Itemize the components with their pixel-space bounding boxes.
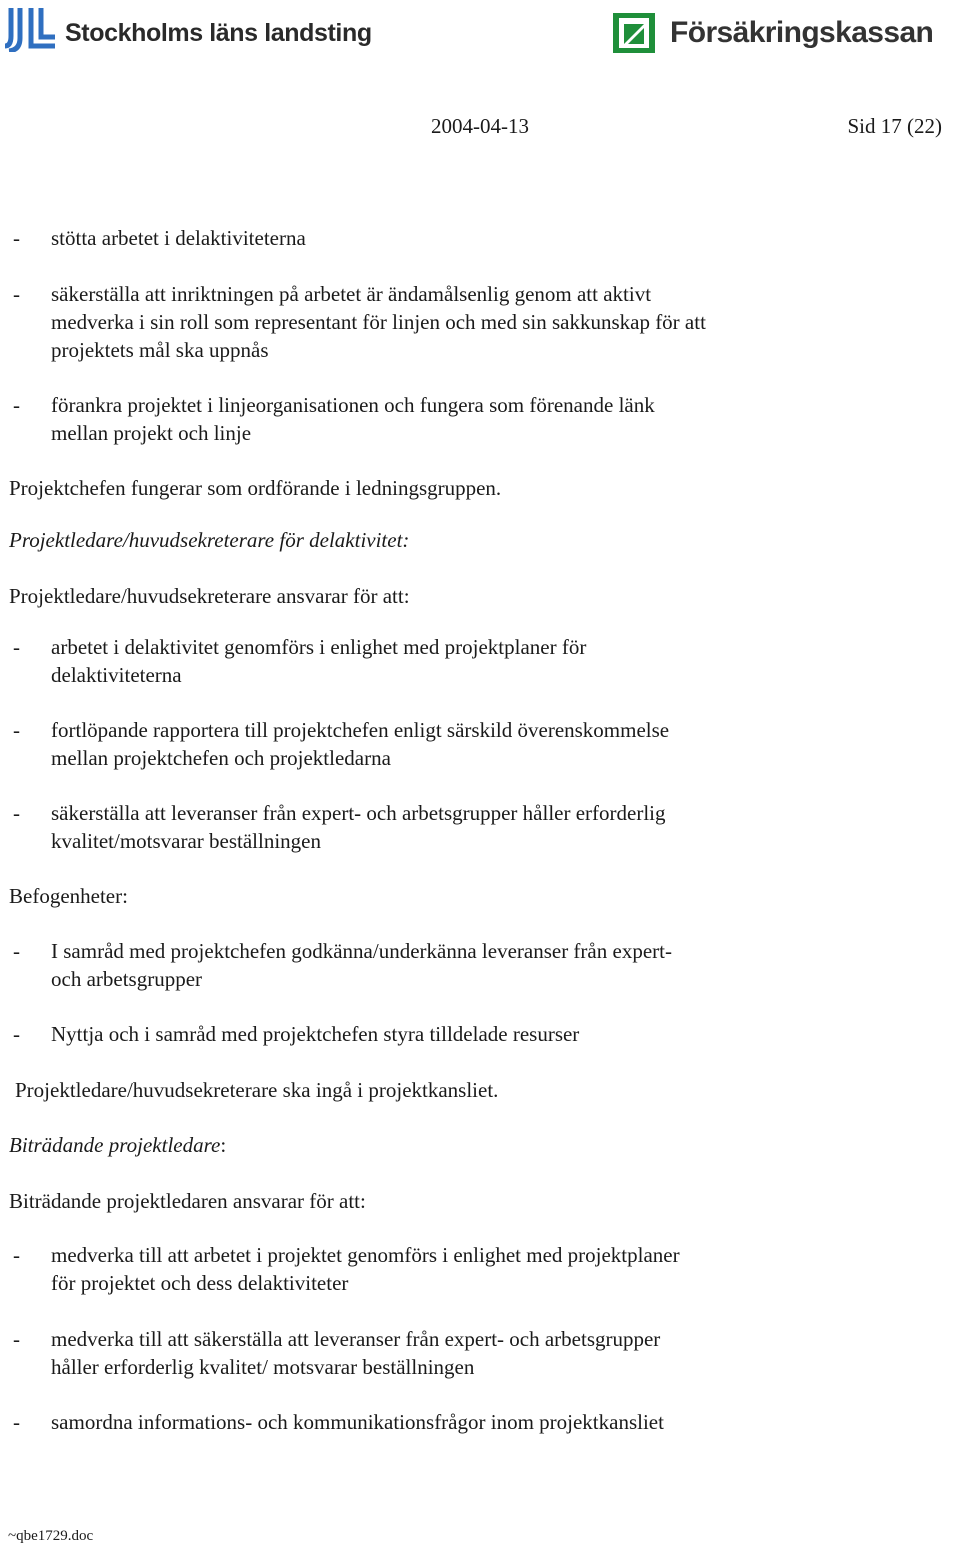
bullet-dash: -: [13, 282, 20, 306]
logo-fk-text: Försäkringskassan: [670, 16, 934, 49]
paragraph: Projektledare/huvudsekreterare ska ingå i projektkansliet.: [15, 1078, 499, 1102]
bullet-dash: -: [13, 801, 20, 825]
bullet-dash: -: [13, 393, 20, 417]
logo-stockholms-lans-landsting: [3, 4, 372, 54]
document-date: 2004-04-13: [431, 114, 529, 138]
list-item: medverka till att säkerställa att leveranser från expert- och arbetsgrupper håller erforderlig kvalitet/ motsvarar beställningen: [51, 1327, 661, 1379]
page-number: Sid 17 (22): [847, 114, 942, 138]
bullet-dash: -: [13, 1243, 20, 1267]
bullet-dash: -: [13, 1022, 20, 1046]
logo-sll-text: Stockholms läns landsting: [65, 18, 372, 47]
paragraph: Projektledare/huvudsekreterare ansvarar för att:: [9, 584, 410, 608]
bullet-dash: -: [13, 635, 20, 659]
bullet-dash: -: [13, 939, 20, 963]
sll-emblem-icon: [3, 6, 57, 52]
list-item: förankra projektet i linjeorganisationen och fungera som förenande länk mellan projekt och linje: [51, 393, 655, 445]
list-item: I samråd med projektchefen godkänna/underkänna leveranser från expert- och arbetsgrupper: [51, 939, 672, 991]
footer-filename: ~qbe1729.doc: [8, 1528, 94, 1544]
list-item: säkerställa att leveranser från expert- och arbetsgrupper håller erforderlig kvalitet/motsvarar beställningen: [51, 801, 666, 853]
bullet-dash: -: [13, 1327, 20, 1351]
section-heading: Projektledare/huvudsekreterare för delaktivitet:: [9, 528, 410, 552]
bullet-dash: -: [13, 226, 20, 250]
list-item: fortlöpande rapportera till projektchefen enligt särskild överenskommelse mellan projektchefen och projektledarna: [51, 718, 670, 770]
paragraph: Projektchefen fungerar som ordförande i ledningsgruppen.: [9, 476, 502, 500]
paragraph: Biträdande projektledaren ansvarar för att:: [9, 1189, 366, 1213]
list-item: Nyttja och i samråd med projektchefen styra tilldelade resurser: [51, 1022, 580, 1046]
list-item: medverka till att arbetet i projektet genomförs i enlighet med projektplaner för projektet och dess delaktiviteter: [51, 1243, 680, 1295]
list-item: stötta arbetet i delaktiviteterna: [51, 226, 306, 250]
list-item: samordna informations- och kommunikationsfrågor inom projektkansliet: [51, 1410, 664, 1434]
bullet-dash: -: [13, 718, 20, 742]
fk-emblem-icon: [612, 12, 656, 54]
paragraph: Befogenheter:: [9, 884, 128, 908]
list-item: säkerställa att inriktningen på arbetet är ändamålsenlig genom att aktivt medverka i sin roll som representant för linjen och med sin sakkunskap för att projektets mål ska uppnås: [51, 282, 706, 362]
logo-forsakringskassan: [612, 10, 933, 56]
section-heading: Biträdande projektledare:: [9, 1133, 227, 1157]
bullet-dash: -: [13, 1410, 20, 1434]
list-item: arbetet i delaktivitet genomförs i enlighet med projektplaner för delaktiviteterna: [51, 635, 587, 687]
